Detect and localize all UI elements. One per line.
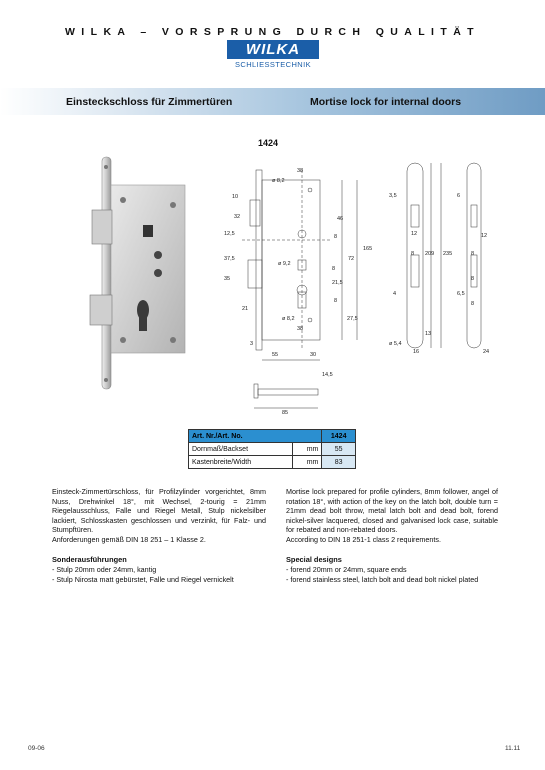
spec-row-value: 55 [322, 443, 356, 456]
dim-text: 30 [310, 352, 317, 358]
table-row [189, 443, 356, 456]
dim-text: ø 8,2 [282, 316, 295, 322]
dim-text: 21,5 [332, 280, 343, 286]
logo-subtitle: SCHLIESSTECHNIK [234, 60, 312, 69]
dim-text: 35 [224, 276, 231, 282]
special-designs-heading: Special designs [286, 554, 342, 564]
dim-text: 46 [337, 216, 344, 222]
wilka-logo [227, 40, 319, 70]
dim-text: 38 [297, 168, 304, 174]
dim-text: 6 [457, 193, 461, 199]
dim-text: 209 [425, 251, 435, 257]
dim-text: ø 5,4 [389, 341, 402, 347]
description-german [52, 487, 266, 584]
dim-text: 8 [332, 266, 336, 272]
dim-text: 6,5 [457, 291, 465, 297]
spec-row-label: Dornmaß/Backset [189, 443, 293, 456]
list-item: - forend stainless steel, latch bolt and dead bolt nickel plated [286, 574, 479, 584]
spec-row-value: 83 [322, 456, 356, 469]
slogan: WILKA – VORSPRUNG DURCH QUALITÄT [65, 26, 480, 38]
dim-text: 16 [413, 349, 420, 355]
dim-text: ø 8,2 [272, 178, 285, 184]
side-view-drawing [385, 155, 515, 355]
dim-text: 14,5 [322, 372, 333, 378]
dim-text: 13 [425, 331, 432, 337]
dim-text: 12,5 [224, 231, 235, 237]
dim-text: 21 [242, 306, 249, 312]
description-english [286, 487, 498, 584]
spec-table [188, 429, 356, 469]
dim-text: 8 [471, 251, 475, 257]
dim-text: 8 [471, 276, 475, 282]
dim-text: 12 [411, 231, 418, 237]
dim-text: 37,5 [224, 256, 235, 262]
dim-text: 3 [250, 341, 254, 347]
title-english: Mortise lock for internal doors [310, 96, 462, 108]
dim-text: 8 [334, 234, 338, 240]
dim-text: 4 [393, 291, 397, 297]
dim-text: 38 [297, 326, 304, 332]
dim-text: 10 [232, 194, 239, 200]
special-designs-heading: Sonderausführungen [52, 554, 127, 564]
spec-row-unit: mm [292, 443, 322, 456]
lock-photo [78, 155, 190, 395]
dim-text: 85 [282, 410, 289, 416]
list-item: - Stulp 20mm oder 24mm, kantig [52, 565, 157, 575]
dim-text: 165 [363, 246, 373, 252]
title-german: Einsteckschloss für Zimmertüren [66, 96, 233, 108]
table-row [189, 456, 356, 469]
dim-text: 8 [471, 301, 475, 307]
dim-text: 72 [348, 256, 355, 262]
spec-row-unit: mm [292, 456, 322, 469]
norm-text: Anforderungen gemäß DIN 18 251 – 1 Klasse 2. [52, 534, 206, 544]
dim-text: 12 [481, 233, 488, 239]
article-number: 1424 [258, 138, 279, 148]
front-view-drawing [212, 160, 382, 375]
dim-text: 27,5 [347, 316, 358, 322]
spec-header-row [189, 430, 356, 443]
dim-text: 235 [443, 251, 453, 257]
dim-text: ø 9,2 [278, 261, 291, 267]
dim-text: 55 [272, 352, 279, 358]
spec-header-label: Art. Nr./Art. No. [189, 430, 322, 443]
dim-text: 24 [483, 349, 490, 355]
footer-right: 11.11 [505, 745, 521, 752]
list-item: - forend 20mm or 24mm, square ends [286, 565, 407, 575]
dim-text: 8 [411, 251, 415, 257]
footer-left: 09-06 [28, 745, 45, 752]
spec-header-value: 1424 [322, 430, 356, 443]
spec-row-label: Kastenbreite/Width [189, 456, 293, 469]
list-item: - Stulp Nirosta matt gebürstet, Falle und Riegel vernickelt [52, 574, 234, 584]
bolt-drawing [240, 362, 340, 417]
description-text: Einsteck-Zimmertürschloss, für Profilzylinder vorgerichtet, 8mm Nuss, Drehwinkel 18°, mit Wechsel, 2-tourig = 21mm Riegelausschluss, Falle und Riegel Metall, Stulp nickelsilber lackiert, Schlosskasten geschlossen und verzinkt, für Falz- und Stumpftüren. [52, 487, 266, 535]
logo-wordmark: WILKA [227, 40, 319, 59]
norm-text: According to DIN 18 251-1 class 2 requirements. [286, 534, 442, 544]
dim-text: 8 [334, 298, 338, 304]
description-text: Mortise lock prepared for profile cylinders, 8mm follower, angel of rotation 18°, with action of the key on the latch bolt, double turn = 21mm dead bolt throw, metal latch bolt and dead bolt, forend nickel-silver lacquered, closed and galvanised lock case, suitable for rebated and non-rebated doors. [286, 487, 498, 535]
dim-text: 3,5 [389, 193, 397, 199]
dim-text: 32 [234, 214, 241, 220]
